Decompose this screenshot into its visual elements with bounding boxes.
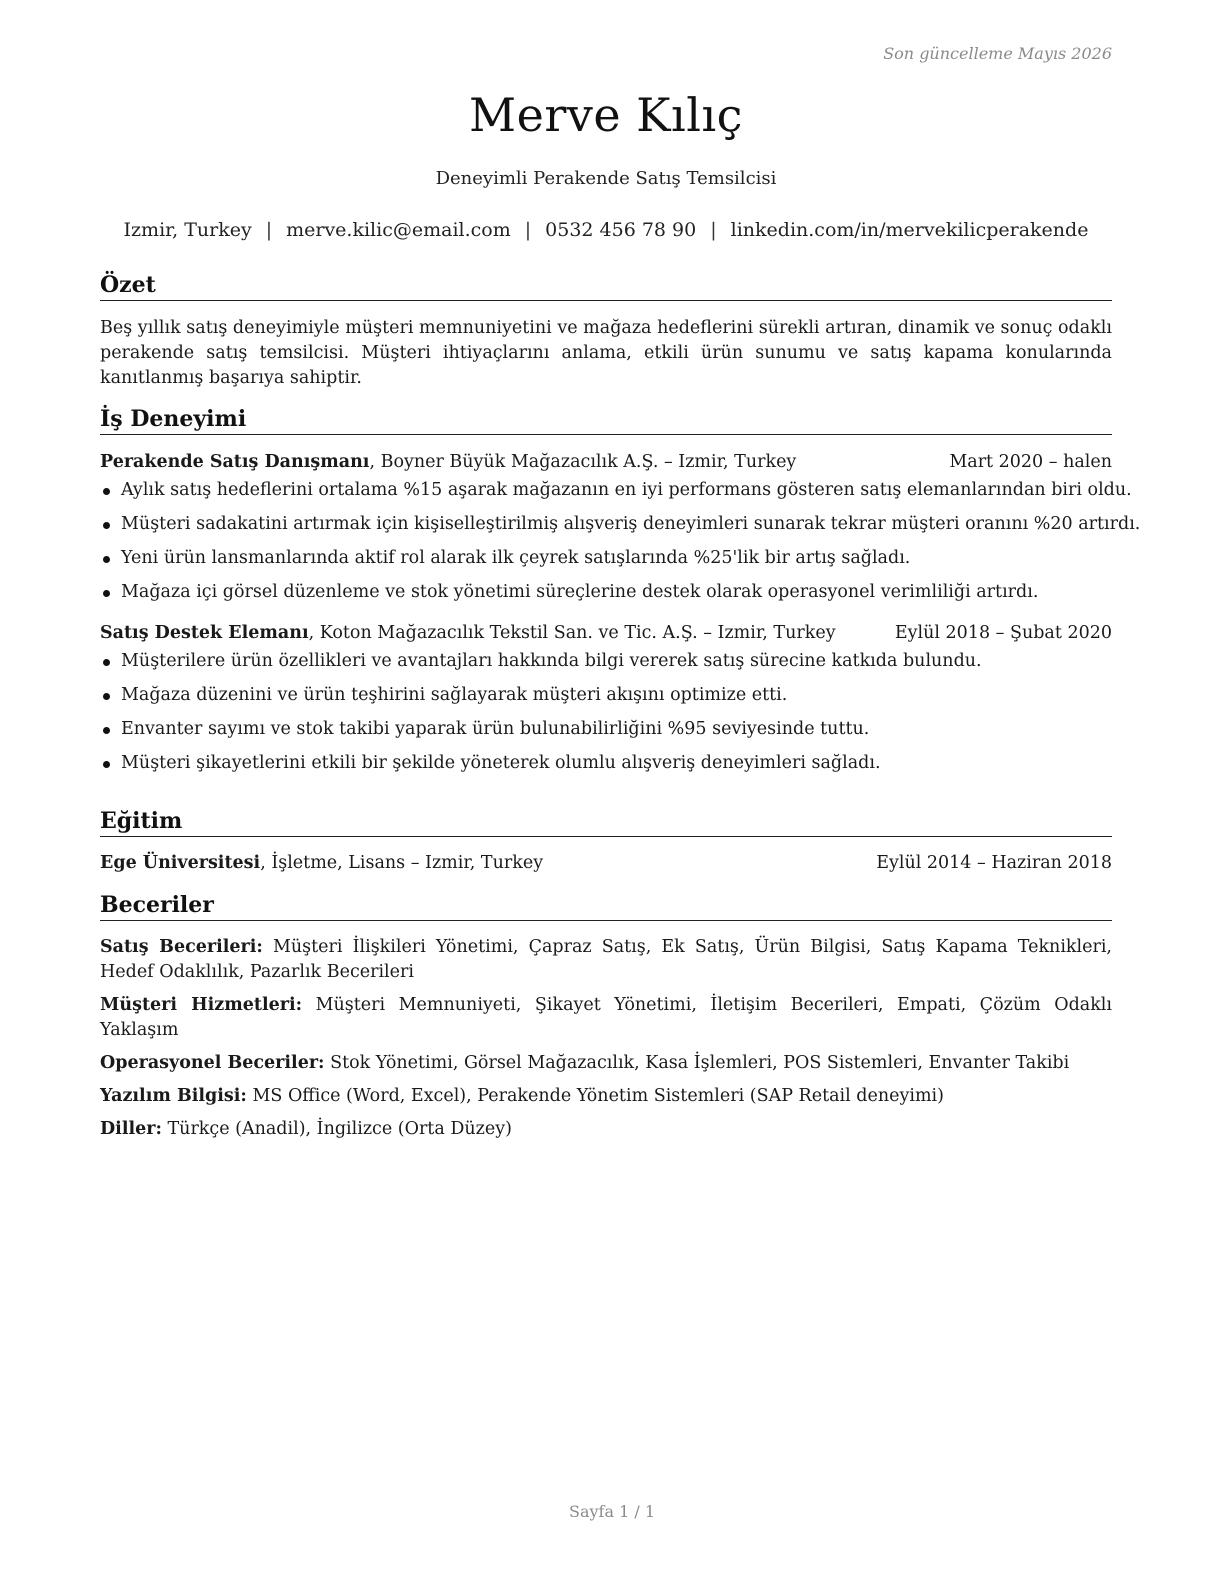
section-heading-education: Eğitim [100,807,1112,837]
skill-value: Müşteri İlişkileri Yönetimi, Çapraz Satış, Ek Satış, Ürün Bilgisi, Satış Kapama Teknikleri, Hedef Odaklılık, Pazarlık Becerileri [100,937,1112,982]
bullet-item [100,649,1112,673]
bullet-dot-icon [103,659,110,666]
skill-row [100,993,1112,1043]
skill-label: Operasyonel Beceriler: [100,1053,325,1073]
skill-row [100,1084,1112,1109]
bullet-dot-icon [103,761,110,768]
section-heading-summary: Özet [100,271,1112,301]
bullet-text: Müşterilere ürün özellikleri ve avantajları hakkında bilgi vererek satış sürecine katkıda bulundu. [121,651,982,671]
skill-value: Stok Yönetimi, Görsel Mağazacılık, Kasa İşlemleri, POS Sistemleri, Envanter Takibi [324,1053,1070,1073]
contact-separator: | [710,219,717,241]
skill-row [100,935,1112,985]
bullet-item [100,546,1112,570]
education-school: Ege Üniversitesi [100,853,261,873]
resume-page [100,0,1141,1584]
job-entry [100,450,1141,604]
job-role: Perakende Satış Danışmanı [100,452,370,472]
job-bullets [100,649,1112,775]
skill-value: Müşteri Memnuniyeti, Şikayet Yönetimi, İletişim Becerileri, Empati, Çözüm Odaklı Yaklaşım [100,995,1113,1040]
bullet-item [100,683,1112,707]
bullet-item [100,512,1141,536]
bullet-text: Yeni ürün lansmanlarında aktif rol alarak ilk çeyrek satışlarında %25'lik bir artış sağladı. [121,548,911,568]
contact-linkedin[interactable]: linkedin.com/in/mervekilicperakende [730,219,1089,241]
bullet-item [100,478,1132,502]
candidate-name: Merve Kılıç [469,88,743,142]
last-updated-note: Son güncelleme Mayıs 2026 [883,44,1112,63]
job-header [100,621,1112,645]
job-dates: Eylül 2018 – Şubat 2020 [894,623,1112,643]
contact-location: Izmir, Turkey [123,219,252,241]
job-company: , Boyner Büyük Mağazacılık A.Ş. – Izmir, Turkey [369,452,797,472]
contact-separator: | [524,219,532,241]
summary-text: Beş yıllık satış deneyimiyle müşteri memnuniyetini ve mağaza hedeflerini sürekli artıran, dinamik ve sonuç odaklı perakende satış temsilcisi. Müşteri ihtiyaçlarını anlama, etkili ürün sunumu ve satış kapama konularında kanıtlanmış başarıya sahiptir. [100,318,1112,388]
candidate-title: Deneyimli Perakende Satış Temsilcisi [435,168,777,189]
skill-value: MS Office (Word, Excel), Perakende Yönetim Sistemleri (SAP Retail deneyimi) [246,1086,944,1106]
skill-label: Müşteri Hizmetleri: [100,995,303,1015]
skill-row [100,1051,1112,1076]
contact-email[interactable]: merve.kilic@email.com [286,219,511,241]
job-role: Satış Destek Elemanı [100,623,309,643]
education-dates: Eylül 2014 – Haziran 2018 [876,853,1112,873]
skill-value: Türkçe (Anadil), İngilizce (Orta Düzey) [161,1119,512,1139]
skill-label: Satış Becerileri: [100,937,263,957]
bullet-item [100,580,1112,604]
bullet-text: Aylık satış hedeflerini ortalama %15 aşarak mağazanın en iyi performans gösteren satış elemanlarından biri oldu. [121,480,1132,500]
bullet-text: Müşteri sadakatini artırmak için kişiselleştirilmiş alışveriş deneyimleri sunarak tekrar müşteri oranını %20 artırdı. [121,514,1141,534]
bullet-item [100,751,1112,775]
skill-row [100,1117,1112,1142]
skills-list [100,935,1112,1142]
summary-section [100,271,1112,391]
education-school-details [100,851,543,875]
job-entry [100,621,1112,775]
bullet-text: Envanter sayımı ve stok takibi yaparak ürün bulunabilirliğini %95 seviyesinde tuttu. [121,719,870,739]
education-section [100,807,1112,875]
bullet-dot-icon [103,488,110,495]
experience-section [100,405,1141,785]
section-heading-skills: Beceriler [100,891,1112,921]
job-company: , Koton Mağazacılık Tekstil San. ve Tic. A.Ş. – Izmir, Turkey [308,623,836,643]
section-heading-experience: İş Deneyimi [100,405,1112,435]
bullet-dot-icon [103,556,110,563]
job-dates: Mart 2020 – halen [949,452,1112,472]
contact-phone: 0532 456 78 90 [545,219,697,241]
bullet-dot-icon [103,590,110,597]
bullet-dot-icon [103,522,110,529]
bullet-dot-icon [103,693,110,700]
skill-label: Yazılım Bilgisi: [100,1086,247,1106]
bullet-text: Mağaza düzenini ve ürün teşhirini sağlayarak müşteri akışını optimize etti. [121,685,788,705]
education-details: , İşletme, Lisans – Izmir, Turkey [260,853,544,873]
bullet-item [100,717,1112,741]
job-header [100,450,1112,474]
skill-label: Diller: [100,1119,162,1139]
contact-separator: | [265,219,273,241]
page-number: Sayfa 1 / 1 [568,1502,655,1521]
job-role-company [100,450,796,474]
bullet-text: Müşteri şikayetlerini etkili bir şekilde yöneterek olumlu alışveriş deneyimleri sağladı. [121,753,881,773]
job-bullets [100,478,1141,604]
bullet-dot-icon [103,727,110,734]
contact-line [100,219,1112,241]
skills-section [100,891,1112,1150]
bullet-text: Mağaza içi görsel düzenleme ve stok yönetimi süreçlerine destek olarak operasyonel verimliliği artırdı. [121,582,1039,602]
education-entry [100,851,1112,875]
job-role-company [100,621,836,645]
